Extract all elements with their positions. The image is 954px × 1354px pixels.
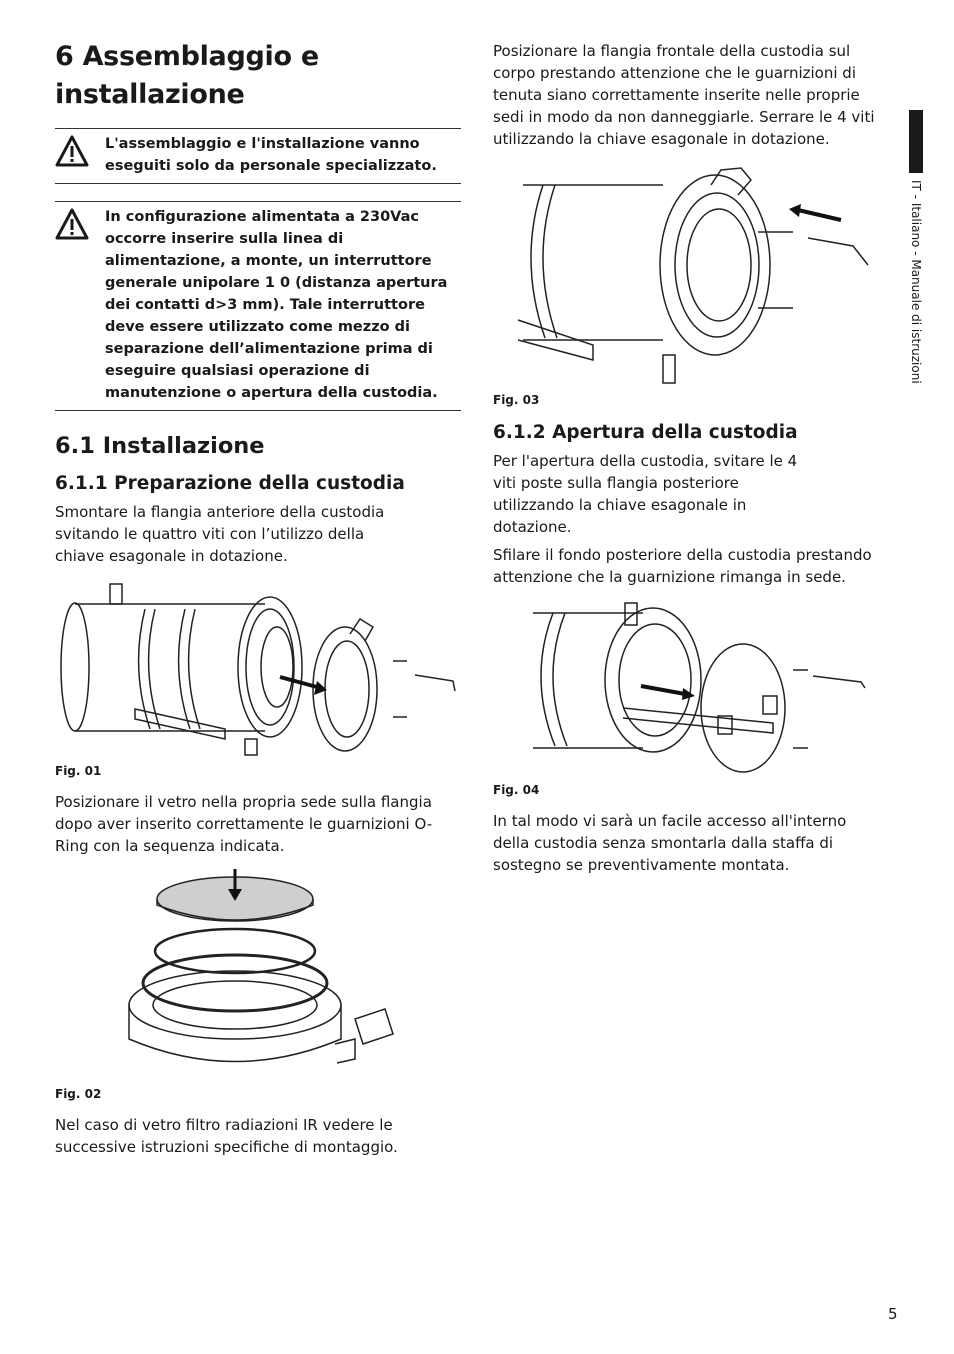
warning-triangle-icon [55, 133, 105, 177]
figure-03-front-flange [493, 160, 885, 390]
figure-02-glass-oring [55, 869, 461, 1084]
heading-apertura: 6.1.2 Apertura della custodia [493, 422, 798, 443]
right-column [493, 40, 885, 876]
flange-paragraph: Posizionare la flangia frontale della custodia sul corpo prestando attenzione che le guarnizioni di tenuta siano correttamente inserite nelle proprie sedi in modo da non danneggiarle. Serrare le 4 viti utilizzando la chiave esagonale in dotazione. [493, 42, 875, 148]
figure-01-caption: Fig. 01 [55, 764, 102, 778]
warning-text: In configurazione alimentata a 230Vac occorre inserire sulla linea di alimentazione, a monte, un interruttore generale unipolare 1 0 (distanza apertura dei contatti d>3 mm). Tale interruttore deve essere utilizzato come mezzo di separazione dell’alimentazione prima di eseguire qualsiasi operazione di manutenzione o apertura della custodia. [105, 209, 448, 401]
warning-box-specialist [55, 128, 461, 184]
figure-01-housing-disassembly [55, 579, 461, 759]
warning-text: L'assemblaggio e l'installazione vanno eseguiti solo da personale specializzato. [105, 136, 437, 174]
access-paragraph: In tal modo vi sarà un facile accesso all'interno della custodia senza smontarla dalla staffa di sostegno se preventivamente montata. [493, 812, 847, 874]
figure-03-caption: Fig. 03 [493, 393, 540, 407]
sidebar-language-label: IT - Italiano - Manuale di istruzioni [909, 180, 923, 384]
open-paragraph-1: Per l'apertura della custodia, svitare le 4 viti poste sulla flangia posteriore utilizzando la chiave esagonale in dotazione. [493, 452, 798, 536]
glass-paragraph: Posizionare il vetro nella propria sede sulla flangia dopo aver inserito correttamente le guarnizioni O-Ring con la sequenza indicata. [55, 793, 433, 855]
figure-04-caption: Fig. 04 [493, 783, 540, 797]
open-paragraph-2: Sfilare il fondo posteriore della custodia prestando attenzione che la guarnizione rimanga in sede. [493, 546, 872, 586]
heading-installazione: 6.1 Installazione [55, 433, 265, 459]
figure-02-caption: Fig. 02 [55, 1087, 102, 1101]
ir-filter-paragraph: Nel caso di vetro filtro radiazioni IR vedere le successive istruzioni specifiche di montaggio. [55, 1116, 398, 1156]
prep-paragraph: Smontare la flangia anteriore della custodia svitando le quattro viti con l’utilizzo della chiave esagonale in dotazione. [55, 503, 385, 565]
page-number: 5 [888, 1305, 898, 1323]
warning-triangle-icon [55, 206, 105, 404]
warning-box-power [55, 201, 461, 411]
left-column [55, 38, 461, 1158]
figure-04-rear-cover [493, 598, 885, 778]
language-tab-marker [909, 110, 923, 173]
heading-preparazione: 6.1.1 Preparazione della custodia [55, 473, 405, 494]
section-title: 6 Assemblaggio e installazione [55, 41, 319, 110]
